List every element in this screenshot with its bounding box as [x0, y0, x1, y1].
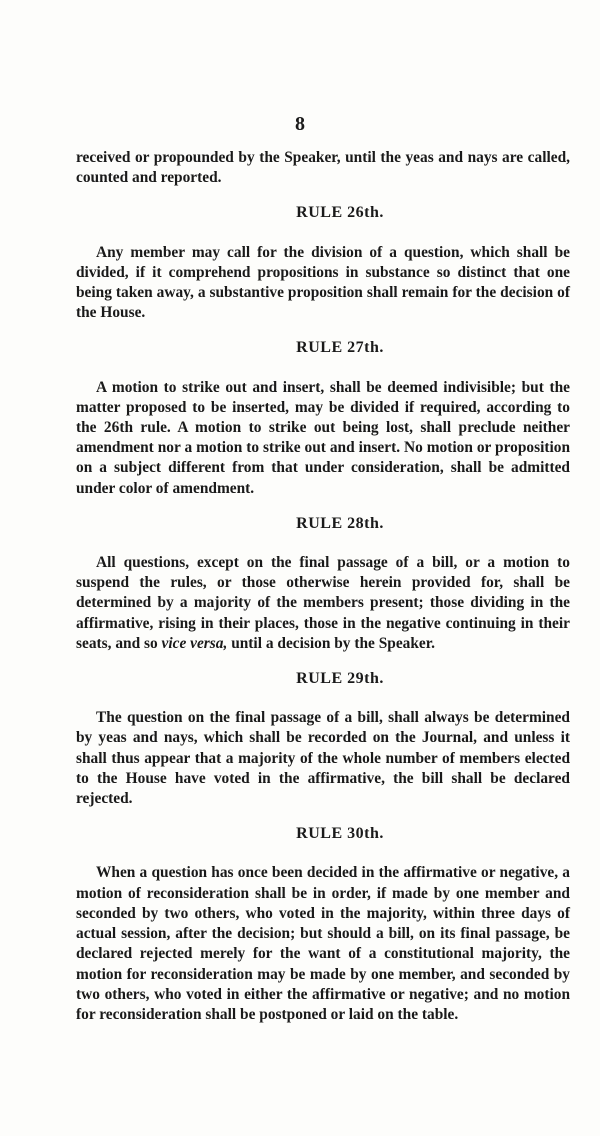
- rule-28-body-start: All questions, except on the final passage of a bill, or a motion to suspend the rules, or those otherwise herein provided for, shall be determined by a majority of the members present; those dividing in the affirmative, rising in their places, those in the negative continuing in their seats, and so: [76, 554, 570, 652]
- rule-30-heading: RULE 30th.: [296, 825, 384, 843]
- rule-29-heading: RULE 29th.: [296, 670, 384, 688]
- rule-26-body: Any member may call for the division of a question, which shall be divided, if it comprehend propositions in substance so distinct that one being taken away, a substantive proposition shall remain for the decision of the House.: [76, 243, 570, 322]
- document-body: [76, 148, 570, 1025]
- rule-28-heading: RULE 28th.: [296, 514, 384, 532]
- rule-27-heading: RULE 27th.: [296, 339, 384, 357]
- rule-26-heading: RULE 26th.: [296, 204, 384, 222]
- rule-27-body: A motion to strike out and insert, shall be deemed indivisible; but the matter proposed to be inserted, may be divided if required, according to the 26th rule. A motion to strike out being lost, shall preclude neither amendment nor a motion to strike out and insert. No motion or proposition on a subject different from that under consideration, shall be admitted under color of amendment.: [76, 378, 570, 497]
- rule-30-body: When a question has once been decided in the affirmative or negative, a motion of reconsideration shall be in order, if made by one member and seconded by two others, who voted in the majority, within three days of actual session, after the decision; but should a bill, on its final passage, be declared rejected merely for the want of a constitutional majority, the motion for reconsideration may be made by one member, and seconded by two others, who voted in either the affirmative or negative; and no motion for reconsideration shall be postponed or laid on the table.: [76, 864, 570, 1023]
- rule-29-body: The question on the final passage of a bill, shall always be determined by yeas and nays, which shall be recorded on the Journal, and unless it shall thus appear that a majority of the whole number of members elected to the House have voted in the affirmative, the bill shall be declared rejected.: [76, 709, 570, 808]
- page-number: 8: [295, 113, 305, 135]
- rule-28-body: [76, 553, 570, 654]
- rule-28-body-end: until a decision by the Speaker.: [227, 634, 436, 652]
- rule-28-body-italic: vice versa,: [161, 634, 228, 652]
- intro-paragraph: received or propounded by the Speaker, until the yeas and nays are called, counted and reported.: [76, 149, 570, 187]
